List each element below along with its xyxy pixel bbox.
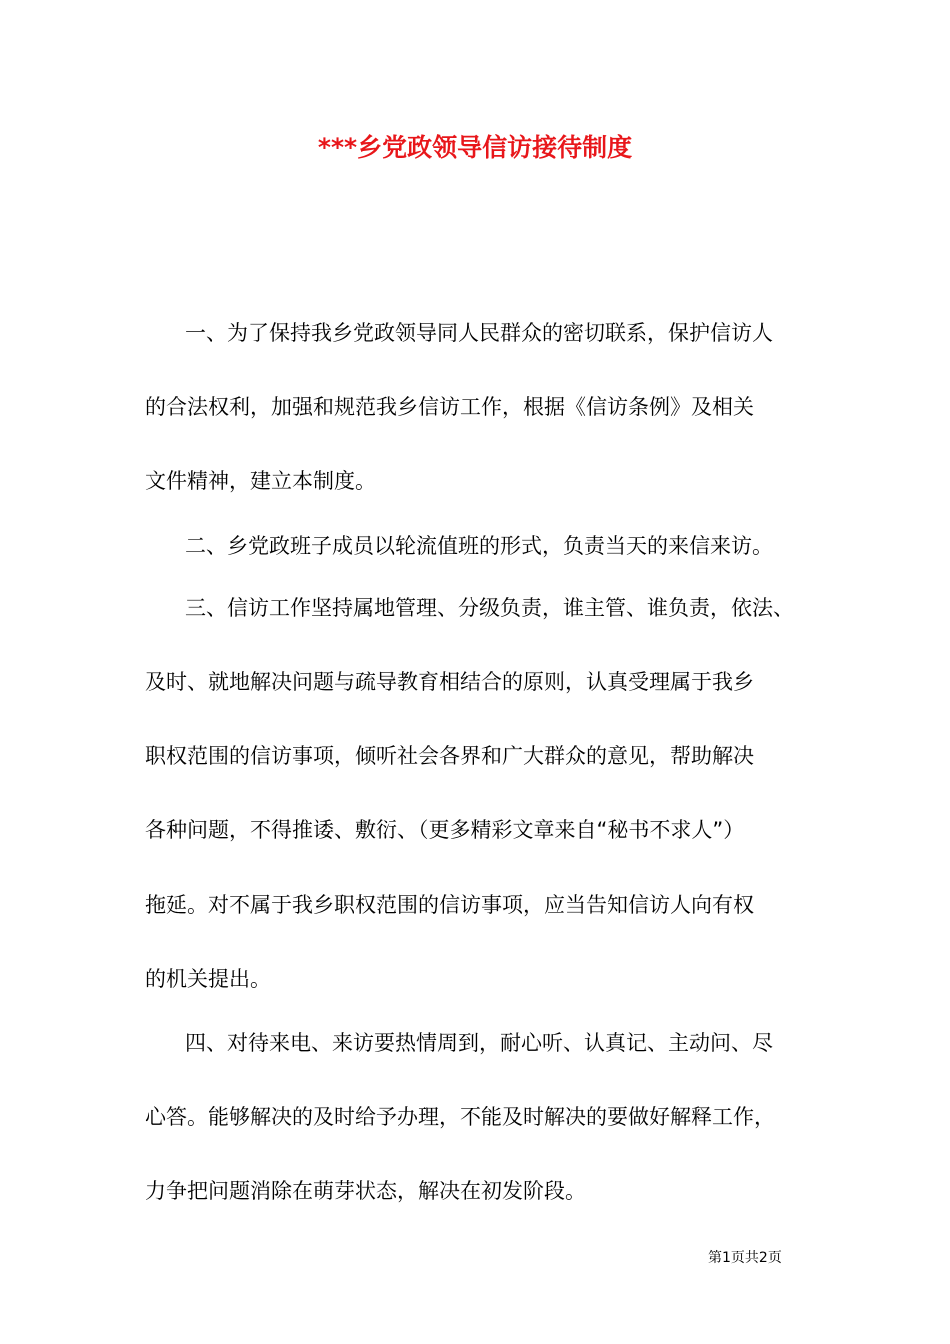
paragraph-3-line-4: 各种问题，不得推诿、敷衍、（更多精彩文章来自“秘书不求人”）: [145, 818, 745, 842]
paragraph-3-line-1: 三、信访工作坚持属地管理、分级负责，谁主管、谁负责，依法、: [185, 596, 794, 620]
document-title: ***乡党政领导信访接待制度: [317, 133, 633, 162]
paragraph-1-line-3: 文件精神，建立本制度。: [145, 469, 376, 493]
paragraph-3-line-2: 及时、就地解决问题与疏导教育相结合的原则，认真受理属于我乡: [145, 670, 754, 694]
paragraph-1-line-2: 的合法权利，加强和规范我乡信访工作，根据《信访条例》及相关: [145, 395, 754, 419]
page-number: 第1页共2页: [708, 1250, 782, 1266]
paragraph-1-line-1: 一、为了保持我乡党政领导同人民群众的密切联系，保护信访人: [185, 321, 773, 345]
paragraph-3-line-6: 的机关提出。: [145, 967, 271, 991]
paragraph-3-line-3: 职权范围的信访事项，倾听社会各界和广大群众的意见，帮助解决: [145, 744, 754, 768]
paragraph-2-line-1: 二、乡党政班子成员以轮流值班的形式，负责当天的来信来访。: [185, 534, 773, 558]
paragraph-3-line-5: 拖延。对不属于我乡职权范围的信访事项，应当告知信访人向有权: [145, 893, 754, 917]
paragraph-4-line-2: 心答。能够解决的及时给予办理，不能及时解决的要做好解释工作，: [145, 1105, 775, 1129]
paragraph-4-line-1: 四、对待来电、来访要热情周到，耐心听、认真记、主动问、尽: [185, 1031, 773, 1055]
paragraph-4-line-3: 力争把问题消除在萌芽状态，解决在初发阶段。: [145, 1179, 586, 1203]
